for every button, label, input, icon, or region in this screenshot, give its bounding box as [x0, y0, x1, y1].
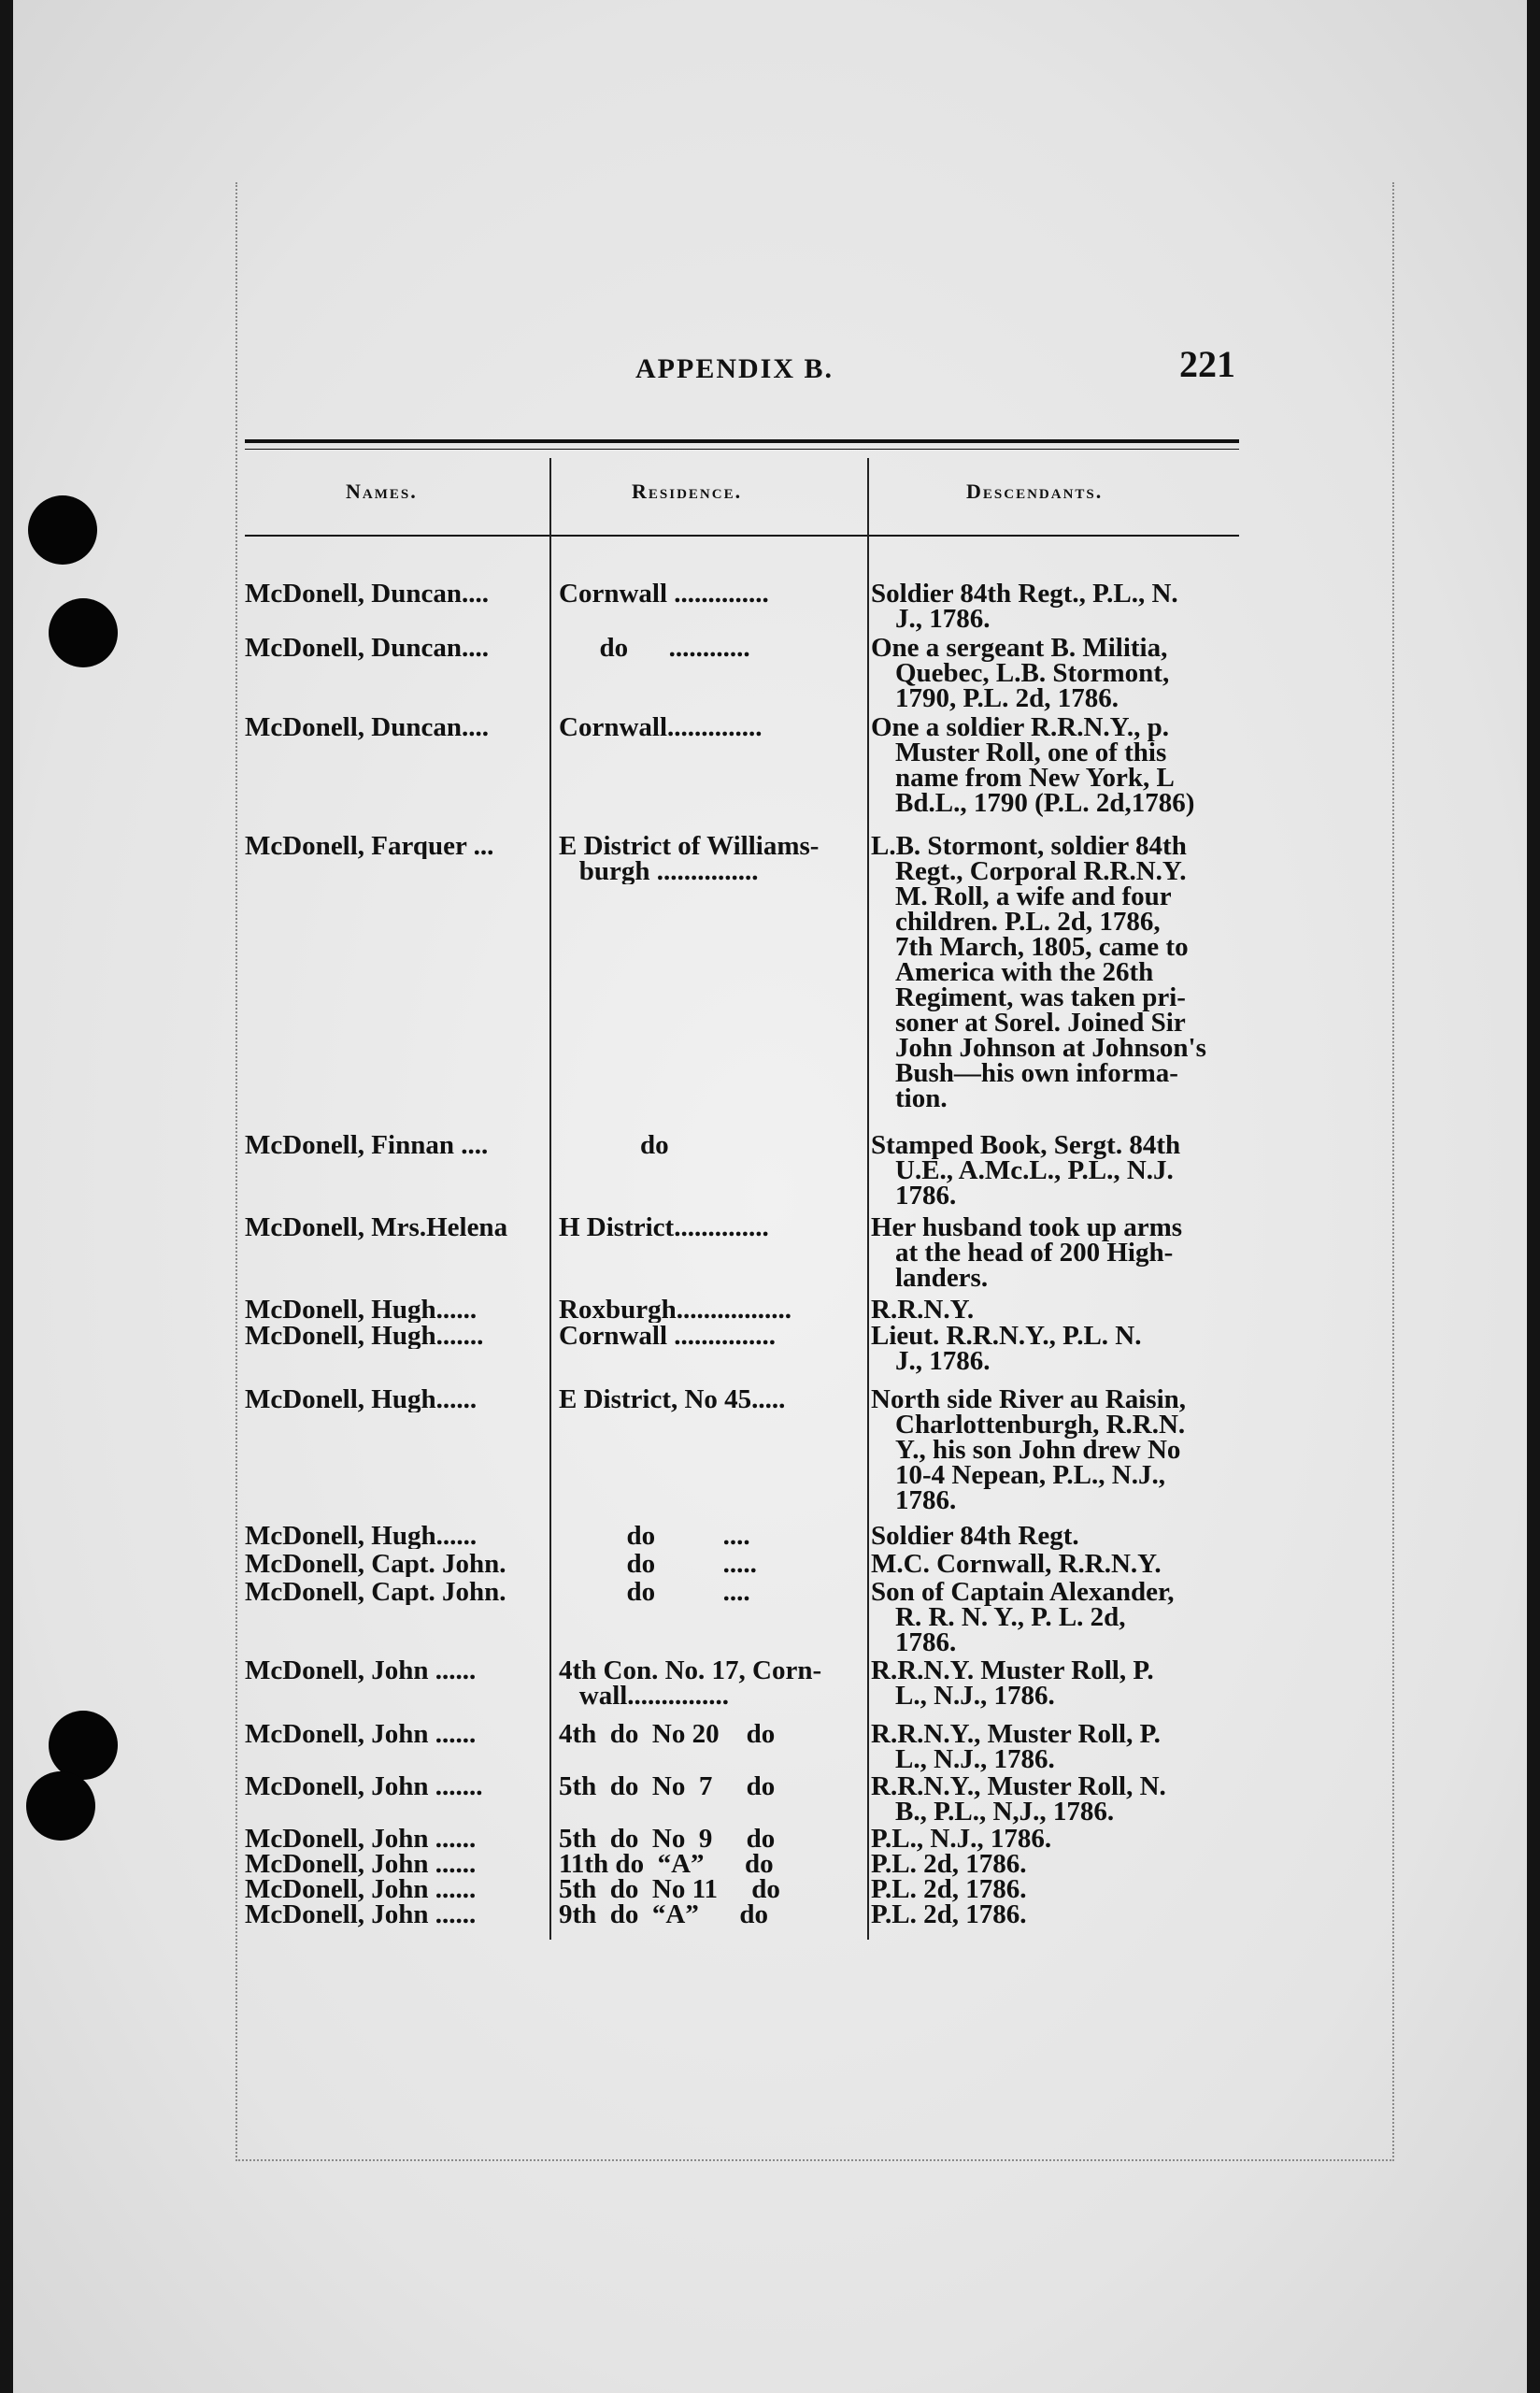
descendants-line: John Johnson at Johnson's [895, 1033, 1206, 1063]
name-cell: McDonell, Mrs.Helena [245, 1215, 508, 1240]
descendants-line: 1786. [895, 1627, 957, 1657]
descendants-line: 1786. [895, 1181, 957, 1211]
name-cell: McDonell, John ...... [245, 1827, 477, 1852]
residence-line: Cornwall ............... [559, 1324, 776, 1349]
residence-cell [559, 1297, 867, 1323]
column-header-names: Names. [346, 480, 418, 503]
descendants-cell [871, 712, 1256, 818]
descendants-cell [871, 1577, 1256, 1657]
descendants-line: R. R. N. Y., P. L. 2d, [895, 1602, 1126, 1632]
residence-cell [559, 636, 867, 661]
residence-line: Cornwall.............. [559, 715, 763, 740]
descendants-cell [871, 1849, 1256, 1879]
descendants-line: Son of Captain Alexander, [871, 1577, 1175, 1607]
descendants-line: Quebec, L.B. Stormont, [895, 658, 1170, 688]
top-rule-thin [245, 449, 1239, 450]
descendants-cell [871, 1321, 1256, 1376]
descendants-cell [871, 831, 1256, 1113]
descendants-cell [871, 1297, 1256, 1323]
descendants-line: tion. [895, 1083, 948, 1113]
descendants-line: Her husband took up arms [871, 1212, 1183, 1242]
punch-hole [49, 1711, 118, 1780]
descendants-cell [871, 1549, 1256, 1579]
descendants-cell [871, 1899, 1256, 1929]
descendants-line: P.L. 2d, 1786. [871, 1899, 1027, 1929]
residence-line: 5th do No 11 do [559, 1877, 780, 1902]
punch-hole [26, 1771, 95, 1841]
name-cell: McDonell, John ....... [245, 1774, 483, 1799]
residence-line: do .... [559, 1524, 750, 1549]
descendants-line: name from New York, L [895, 763, 1175, 793]
descendants-line: B., P.L., N,J., 1786. [895, 1797, 1115, 1827]
descendants-line: Lieut. R.R.N.Y., P.L. N. [871, 1321, 1142, 1351]
descendants-line: Charlottenburgh, R.R.N. [895, 1410, 1186, 1440]
residence-cell [559, 1852, 867, 1877]
residence-line: Roxburgh................. [559, 1297, 791, 1323]
descendants-line: M.C. Cornwall, R.R.N.Y. [871, 1549, 1162, 1579]
descendants-line: North side River au Raisin, [871, 1384, 1187, 1414]
descendants-cell [871, 1719, 1256, 1774]
residence-cell [559, 1387, 867, 1412]
residence-line: E District, No 45..... [559, 1387, 786, 1412]
descendants-line: M. Roll, a wife and four [895, 881, 1172, 911]
descendants-cell [871, 1384, 1256, 1515]
descendants-line: soner at Sorel. Joined Sir [895, 1008, 1186, 1038]
residence-cell [559, 1877, 867, 1902]
descendants-line: One a soldier R.R.N.Y., p. [871, 712, 1170, 742]
name-cell: McDonell, Capt. John. [245, 1580, 506, 1605]
descendants-line: children. P.L. 2d, 1786, [895, 907, 1161, 937]
residence-cell [559, 1215, 867, 1240]
residence-cell [559, 1324, 867, 1349]
name-cell: McDonell, Hugh...... [245, 1387, 478, 1412]
descendants-line: J., 1786. [895, 1346, 991, 1376]
residence-line: do ..... [559, 1552, 757, 1577]
column-header-residence: Residence. [632, 480, 743, 503]
descendants-line: at the head of 200 High- [895, 1238, 1174, 1268]
residence-line: E District of Williams- [559, 834, 820, 861]
name-cell: McDonell, Duncan.... [245, 715, 489, 740]
descendants-line: L., N.J., 1786. [895, 1744, 1055, 1774]
name-cell: McDonell, Hugh....... [245, 1324, 484, 1349]
name-cell: McDonell, Hugh...... [245, 1524, 478, 1549]
descendants-cell [871, 1521, 1256, 1551]
descendants-line: America with the 26th [895, 957, 1154, 987]
page-number: 221 [1179, 343, 1235, 385]
residence-cell [559, 1524, 867, 1549]
column-header-descendants: Descendants. [966, 480, 1104, 503]
descendants-line: Regiment, was taken pri- [895, 982, 1186, 1012]
residence-cell [559, 1902, 867, 1927]
punch-hole [49, 598, 118, 667]
name-cell: McDonell, Capt. John. [245, 1552, 506, 1577]
name-cell: McDonell, John ...... [245, 1722, 477, 1747]
descendants-line: P.L. 2d, 1786. [871, 1874, 1027, 1904]
page-title: APPENDIX B. [635, 353, 834, 384]
residence-line: do ............ [559, 636, 750, 661]
name-cell: McDonell, John ...... [245, 1658, 477, 1684]
header-rule [245, 535, 1239, 537]
name-cell: McDonell, Duncan.... [245, 581, 489, 607]
residence-cell [559, 1552, 867, 1577]
residence-line: burgh ............... [559, 856, 759, 884]
descendants-line: P.L. 2d, 1786. [871, 1849, 1027, 1879]
descendants-line: L.B. Stormont, soldier 84th [871, 831, 1187, 861]
descendants-cell [871, 1824, 1256, 1854]
punch-hole [28, 495, 97, 565]
residence-cell [559, 834, 867, 884]
name-cell: McDonell, Hugh...... [245, 1297, 478, 1323]
descendants-cell [871, 1874, 1256, 1904]
descendants-line: R.R.N.Y. [871, 1295, 975, 1325]
residence-line: do [559, 1133, 669, 1158]
residence-cell [559, 1827, 867, 1852]
residence-line: do .... [559, 1580, 750, 1605]
name-cell: McDonell, Duncan.... [245, 636, 489, 661]
descendants-line: 1786. [895, 1485, 957, 1515]
descendants-line: J., 1786. [895, 604, 991, 634]
descendants-line: landers. [895, 1263, 989, 1293]
descendants-cell [871, 1212, 1256, 1293]
descendants-line: 7th March, 1805, came to [895, 932, 1189, 962]
name-cell: McDonell, John ...... [245, 1877, 477, 1902]
descendants-line: 1790, P.L. 2d, 1786. [895, 683, 1119, 713]
left-scan-edge [0, 0, 13, 2393]
descendants-line: R.R.N.Y., Muster Roll, P. [871, 1719, 1161, 1749]
residence-cell [559, 581, 867, 607]
descendants-line: Soldier 84th Regt., P.L., N. [871, 579, 1178, 609]
descendants-cell [871, 1771, 1256, 1827]
top-rule-thick [245, 439, 1239, 443]
residence-line: 5th do No 9 do [559, 1827, 776, 1852]
residence-cell [559, 1774, 867, 1799]
descendants-line: Regt., Corporal R.R.N.Y. [895, 856, 1187, 886]
residence-cell [559, 1133, 867, 1158]
descendants-line: Bush—his own informa- [895, 1058, 1178, 1088]
name-cell: McDonell, John ...... [245, 1852, 477, 1877]
residence-line: H District.............. [559, 1215, 769, 1240]
descendants-cell [871, 633, 1256, 713]
name-cell: McDonell, Farquer ... [245, 834, 494, 859]
residence-line: 5th do No 7 do [559, 1774, 776, 1799]
residence-line: 9th do “A” do [559, 1902, 768, 1927]
descendants-line: R.R.N.Y., Muster Roll, N. [871, 1771, 1166, 1801]
descendants-line: One a sergeant B. Militia, [871, 633, 1168, 663]
residence-line: 4th Con. No. 17, Corn- [559, 1658, 822, 1685]
descendants-line: Y., his son John drew No [895, 1435, 1181, 1465]
residence-cell [559, 1658, 867, 1709]
residence-line: 4th do No 20 do [559, 1722, 776, 1747]
residence-cell [559, 1722, 867, 1747]
descendants-line: U.E., A.Mc.L., P.L., N.J. [895, 1155, 1174, 1185]
descendants-line: Muster Roll, one of this [895, 738, 1167, 767]
residence-cell [559, 1580, 867, 1605]
descendants-line: L., N.J., 1786. [895, 1681, 1055, 1711]
column-divider [867, 458, 869, 1940]
descendants-line: P.L., N.J., 1786. [871, 1824, 1052, 1854]
descendants-line: Soldier 84th Regt. [871, 1521, 1079, 1551]
right-scan-edge [1527, 0, 1540, 2393]
residence-line: 11th do “A” do [559, 1852, 774, 1877]
descendants-line: Bd.L., 1790 (P.L. 2d,1786) [895, 788, 1195, 818]
descendants-line: Stamped Book, Sergt. 84th [871, 1130, 1181, 1160]
descendants-cell [871, 1130, 1256, 1211]
residence-line: Cornwall .............. [559, 581, 769, 607]
descendants-cell [871, 581, 1256, 632]
descendants-cell [871, 1655, 1256, 1711]
descendants-line: R.R.N.Y. Muster Roll, P. [871, 1655, 1154, 1685]
name-cell: McDonell, Finnan .... [245, 1133, 489, 1158]
residence-cell [559, 715, 867, 740]
column-divider [549, 458, 551, 1940]
name-cell: McDonell, John ...... [245, 1902, 477, 1927]
residence-line: wall............... [559, 1681, 730, 1709]
descendants-line: 10-4 Nepean, P.L., N.J., [895, 1460, 1165, 1490]
